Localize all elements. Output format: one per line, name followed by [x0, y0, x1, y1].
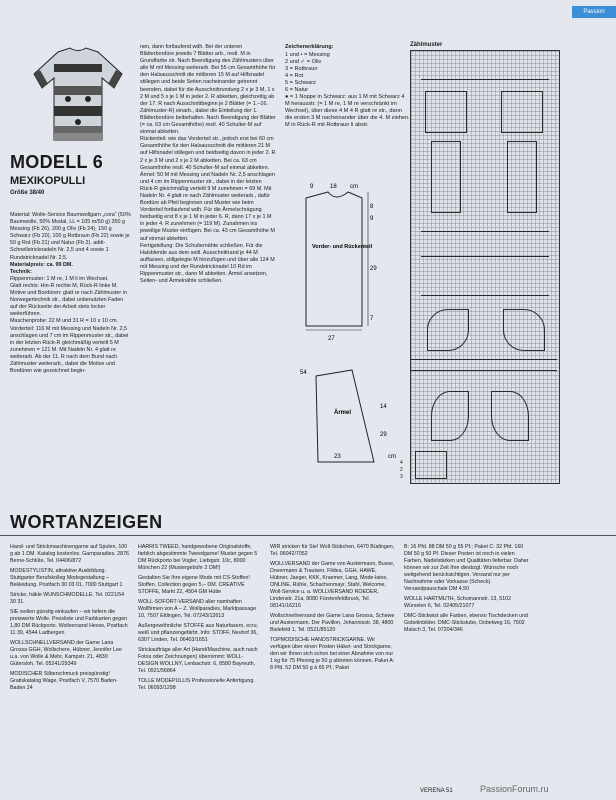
- chart-row-labels: [400, 460, 403, 481]
- chart-motif: [503, 309, 545, 351]
- ad-item: WOLLVERSAND der Garne von Austermann, Busse, Dovermann & Trauisen, Fildea, GGH, HAWE, Hübner, Jaeger, KKK, Kraemer, Lang, Mode-laine, ONLINE, Rühle, Schachenmayr, Stahl, Welcome, Woll-Service u. a. WOLLVERSAND ROEDER, Lindenstr. 21a, 8080 Fürstenfeldbruck, Tel. 08141/16216: [270, 561, 395, 609]
- ad-item: WOLL-SOFORT-VERSAND aller namhaften Wollfirmen von A – Z. Wollparadies, Marktpassage 10, 7507 Ettlingen, Tel. 07243/12613: [138, 599, 257, 619]
- ad-item: WOLLE HARTMUTH, Schumannstr. 13, 5102 Würselen 6, Tel. 02405/21077: [404, 596, 512, 609]
- ad-item: Wollschnellversand der Garne Lana Grossa, Schewe und Austermann. Der Pavillon, Johannisstr. 38, 4800 Bielefeld 1, Tel. 0521/85120: [270, 613, 395, 633]
- ad-item: TOLLE MODEPULLIS Professionelle Anfertigung. Tel. 06093/1298: [138, 678, 255, 691]
- row-label: 4: [400, 460, 403, 466]
- chart-motif: [501, 91, 543, 133]
- paragraph: Ärmel: 50 M mit Messing und Nadeln Nr. 2,5 anschlagen und 4 cm im Rippenmuster str., dabei in der letzten Rück-R gleichmäßig verteilt 9 M zunehmen = 69 M. Mit Nadeln Nr. 4 glatt re nach Zählmuster weiterarb., dafür Bordüre ab Pfeil beginnen und Muster wie beim Vorderteil fortlaufend wdh. Für die Ärmelschrägung beidseitig erst 8 x je 1 M in jeder 6. R, dann 17 x je 1 M in jeder 4. R zunehmen (= 119 M). Zunahmen ins jeweilige Muster einfügen. Bei ca. 43 cm Gesamthöhe M auf einmal abketten.: [140, 171, 275, 242]
- chart-motif: [431, 391, 469, 441]
- paragraph: Fertigstellung: Die Schulternähte schließen. Für die Halsblende aus dem seitl. Ausschnittrand je 44 M auffassen, stillgelegte M hinzufügen und über alle 124 M mit Messing und der Rundstricknadel 10 Rd im Rippenmuster str., dann M abketten. Ärmel ansetzen, Seiten- und Ärmelnähte schließen.: [140, 242, 275, 285]
- dim-label: 27: [328, 336, 335, 342]
- ad-item: DMC-Stickwist alle Farben, ebenso Tischdecken und Gobelinbilder. DMC-Stickstube, Dobelweg 16, 7502 Malsch 3, Tel. 07204/346: [404, 613, 528, 633]
- chart-title: Zählmuster: [410, 42, 443, 48]
- row-label: 3: [400, 474, 403, 480]
- ad-item: WIR stricken für Sie! Woll-Stübchen, 6470 Büdingen, Tel. 06042/7052: [270, 544, 395, 557]
- schematic-diagram: [288, 178, 408, 468]
- ads-column-2: [138, 544, 262, 695]
- ads-column-4: [404, 544, 530, 637]
- chart-motif: [427, 309, 469, 351]
- ad-item: Gestalten Sie Ihre eigene Mode mit CS-Stoffen! Stoffen. Collection gegen 5,– DM. CREATIVE STOFFE, Markt 22, 4504 GM Hütte: [138, 575, 250, 595]
- paragraph: Materialpreis: ca. 99 DM.: [10, 261, 73, 268]
- chart-motif: [415, 451, 447, 479]
- legend-item: 1 und • = Messing: [285, 52, 330, 58]
- dim-label: 29: [370, 266, 377, 272]
- ad-item: Strickaufträge aller Art (Hand/Maschine, auch nach Fotos oder Zeichnungen) übernimmt: WOLL-DESIGN WOLLNY, Lenbachstr. 6, 8580 Bayreuth, Tel. 0921/56864: [138, 647, 258, 674]
- chart-motif: [491, 391, 529, 441]
- paragraph: Material: Wolle-Service Baumwollgarn „cora“ (50% Baumwolle, 50% Modal, LL = 105 m/50 g) 350 g Messing (Fb 26), 200 g Oliv (Fb 24), 150 g Schwarz (Fb 20), 100 g Rotbraun (Fb 22) sowie je 50 g Rot (Fb 21) und Natur (Fb 2). addi-Schnellstricknadeln Nr. 2,5 und 4 sowie 1 Rundstricknadel Nr. 2,5.: [10, 212, 131, 261]
- dim-label: 9: [310, 184, 314, 190]
- legend-item: 4 = Rot: [285, 73, 304, 79]
- chart-motif: [431, 141, 461, 213]
- ad-item: Außergewöhnliche STOFFE aus Naturfasern, ecru, weiß und pflanzengefärbt. Info: STOFF, Neuhof 36, 6307 Linden, Tel. 06403/1651: [138, 623, 259, 643]
- ad-item: Hand- und Strickmaschinengarne auf Spulen, 100 g ab 1 DM. Katalog kostenlos. Garnparadies, 2876 Berne-Schlüte, Tel. 04406/872: [10, 544, 129, 564]
- legend-heading: Zeichenerklärung:: [285, 44, 334, 50]
- ad-item: B: 16 Pfd. 88 DM 50 g 55 Pf.; Paket C: 32 Pfd. 160 DM 50 g 50 Pf. Dieser Posten ist noch in vielen Farben, Nadelstärken und Qualitäten lieferbar. Daher können wir zur Zeit Ihre diesbzgl. Wünsche noch weitgehend berücksichtigen. Versand nur per Nachnahme oder Vorkasse (Scheck). Versandpauschale DM 4,50: [404, 544, 529, 592]
- piece-label: Vorder- und Rückenteil: [312, 244, 373, 250]
- page-footer: VERENA 51: [420, 788, 453, 794]
- knitting-chart: [410, 50, 560, 484]
- ad-item: TOPMODISCHE HANDSTRICKGARNE. Wir verfügen über einen Posten Häkel- und Strickgarne, den wir Ihnen sich schon bei einer Abnahme von nur 1 kg für 75 Pfennig je 50 g abtreten können. Paket A: 8 Pfd. 52 DM 50 g à 65 Pf.; Paket: [270, 637, 395, 671]
- legend-item: 3 = Rotbraun: [285, 66, 318, 72]
- dim-label: 23: [334, 454, 341, 460]
- size-label: Größe 38/40: [10, 190, 45, 196]
- piece-label: Ärmel: [334, 410, 352, 416]
- paragraph: Vorderteil: 116 M mit Messing und Nadeln Nr. 2,5 anschlagen und 7 cm im Rippenmuster str., dabei in der letzten Rück-R gleichmäßig verteilt 5 M zunehmen = 121 M. Mit Nadeln Nr. 4 glatt re weiterarb. Ab der 11. R nach dem Bund nach Zählmuster weiterarb., dabei die Motive und Bordüren wie gezeichnet begin-: [10, 325, 129, 375]
- paragraph: Rückenteil: wie das Vorderteil str., jedoch erst bei 60 cm Gesamthöhe für den Halsausschnitt die mittleren 21 M auf Hilfsnadel stillegen und beidseitig davon in jeder 2. R 2 x je 3 M und 2 x je 2 M abketten. Bei ca. 63 cm Gesamthöhe restl. 40 Schulter-M auf einmal abketten.: [140, 136, 276, 171]
- chart-motif: [507, 141, 537, 213]
- legend: [285, 44, 410, 129]
- paragraph: Motive und Bordüren: glatt re nach Zählmuster in Norwegertechnik str., dabei unbenutzten Faden auf der Rückseite der Arbeit stets locker weiterführen.: [10, 290, 127, 318]
- model-subtitle: MEXIKOPULLI: [10, 175, 86, 187]
- dim-label: 29: [380, 432, 387, 438]
- ad-item: WOLLSCHNELLVERSAND der Garne Lana Grossa GGH, Wollschere, Hübner, Jennifer Lee u.a. von Wolle & Mehr, Kampstr. 21, 4830 Gütersloh, Tel. 05241/29349: [10, 640, 122, 667]
- ads-heading: WORTANZEIGEN: [10, 512, 163, 532]
- ad-item: MODESTYLISTIN, attraktive Ausbildung. Stuttgarter Berufskolleg Modegestaltung – Bekleidung. Postfach 30 03 01, 7000 Stuttgart 1: [10, 568, 123, 588]
- divider: [0, 535, 616, 536]
- instructions-left-column: [10, 212, 132, 375]
- legend-item: 5 = Schwarz: [285, 80, 316, 86]
- model-title: MODELL 6: [10, 152, 104, 172]
- sweater-illustration: [28, 44, 128, 144]
- instructions-middle-column: [140, 44, 276, 285]
- legend-item: ● = 1 Noppe in Schwarz: aus 1 M mit Schwarz 4 M herausstr. (= 1 M re, 1 M re verschränkt im Wechsel), über diese 4 M 4 R glatt re str., dann die ersten 3 M nacheinander über die 4. M ziehen. M in Rück-R mit Rotbraun li abstr.: [285, 94, 410, 128]
- dim-label: 8: [370, 204, 374, 210]
- dim-label: 18: [330, 184, 337, 190]
- ad-item: SIE wollen günstig einkaufen – wir liefern die preiswerte Wolle. Preisliste und Farbkarten gegen 1,80 DM Rückporto. Wollversand Hesse, Postfach 11 39, 4544 Ladbergen: [10, 609, 128, 636]
- chart-motif: [425, 91, 467, 133]
- dim-label: 9: [370, 216, 374, 222]
- dim-label: cm: [350, 184, 358, 190]
- dim-label: cm: [388, 454, 396, 460]
- legend-item: 2 und ✓ = Oliv: [285, 59, 322, 65]
- ad-item: Stricke, häkle WUNSCHMODELLE. Tel. 0221/54 30 31.: [10, 592, 125, 605]
- ad-item: MODISCHER Silberschmuck preisgünstig! Gratiskatalog Wage, Postfach V, 7570 Baden-Baden 24: [10, 671, 118, 691]
- dim-label: 54: [300, 370, 307, 376]
- dim-label: 7: [370, 316, 374, 322]
- chart-motif: [421, 275, 549, 296]
- paragraph: Technik:: [10, 268, 32, 275]
- paragraph: Maschenprobe: 22 M und 31 R = 10 x 10 cm.: [10, 318, 119, 325]
- chart-motif: [411, 359, 557, 371]
- ads-column-1: [10, 544, 130, 695]
- ad-item: HARRIS TWEED, handgewobene Originalstoffe, farblich abgestimmte Tweedgarne! Muster gegen 5 DM Rückporto bei Vogler, Liebigstr. 10c, 8000 München 22 (Mustergebühr 2 DM!): [138, 544, 258, 571]
- top-banner: Passion: [572, 6, 616, 18]
- paragraph: nen, dann fortlaufend wdh. Bei der unteren Blätterbordüre jeweils 7 Blätter arb., restl. M in Grundfarbe str. Nach Beendigung des Zählmusters über alle M mit Messing weiterarb. Bei 55 cm Gesamthöhe für den Halsausschnitt die mittleren 15 M auf Hilfsnadel stillegen und beide Seiten nacheinander getrennt beenden, dabei für die Ausschnittrundung 2 x je 3 M, 1 x 2 M und 5 x je 1 M in jeder 2. R abketten, gleichzeitig ab der 17. R nach Ausschnittbeginn je 2 Blätter (= 1.–16. Zählmuster-R) einarb., dabei die Einteilung der 1. Blätterbordüre beibehalten. Nach Beendigung der Blätter (= ca. 63 cm Gesamthöhe) restl. 40 Schulter-M auf einmal abketten.: [140, 44, 276, 136]
- legend-item: 6 = Natur: [285, 87, 309, 93]
- ads-column-3: [270, 544, 396, 675]
- dim-label: 14: [380, 404, 387, 410]
- chart-motif: [421, 59, 549, 80]
- row-label: 2: [400, 467, 403, 473]
- chart-motif: [421, 231, 549, 257]
- watermark: PassionForum.ru: [480, 784, 549, 794]
- paragraph: Glatt rechts: Hin-R rechte M, Rück-R linke M.: [10, 282, 118, 289]
- paragraph: Rippenmuster: 1 M re, 1 M li im Wechsel.: [10, 275, 109, 282]
